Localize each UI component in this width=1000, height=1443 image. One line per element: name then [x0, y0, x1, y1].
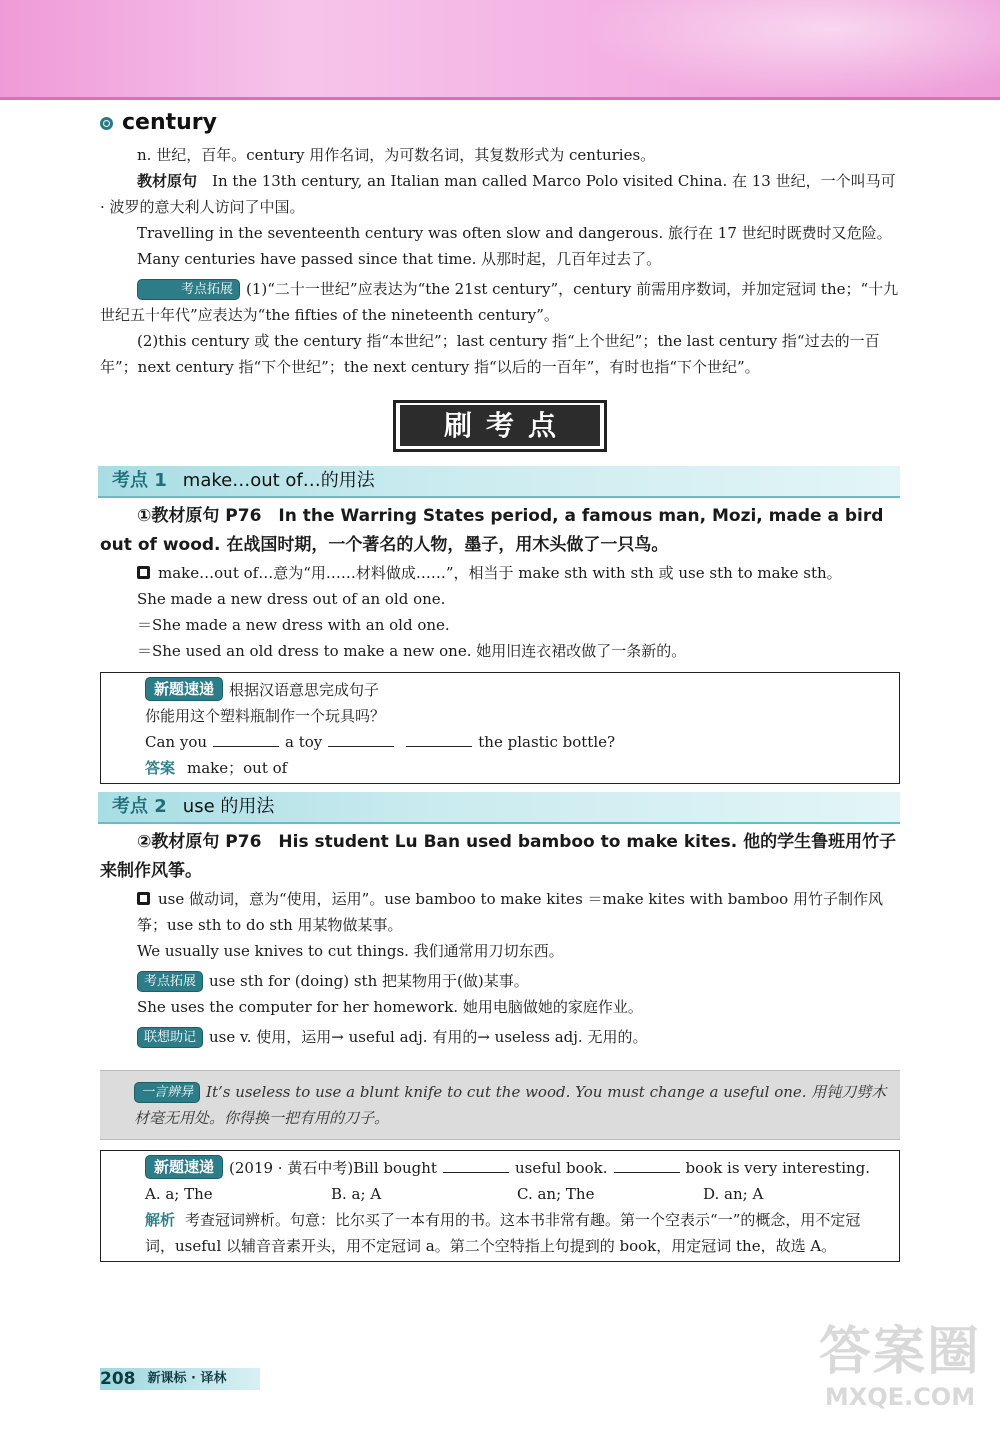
answer-blank[interactable] [328, 730, 394, 747]
q1-part2: a toy [285, 733, 323, 751]
choice-d[interactable]: D. an; A [703, 1185, 764, 1203]
word-expand-1 [100, 276, 900, 328]
answer-blank[interactable] [406, 730, 472, 747]
series-name: 新课标 · 译林 [147, 1371, 227, 1386]
point-2-title: use 的用法 [182, 796, 275, 817]
practice-tag: 新题速递 [145, 677, 223, 701]
page-footer [100, 1368, 260, 1390]
answer-text: make；out of [187, 759, 288, 777]
memory-tag: 联想助记 [137, 1027, 203, 1048]
word-expand-2: (2)this century 或 the century 指“本世纪”；last century 指“上个世纪”；the last century 指“过去的一百年”；next century 指“下个世纪”；the next century 指“以后的一百年”，有时也指“下个世纪”。 [100, 332, 880, 376]
point-1-explain [100, 560, 900, 586]
point-2-example-2: She uses the computer for her homework. 她用电脑做她的家庭作业。 [137, 998, 643, 1016]
analysis-label: 解析 [145, 1211, 176, 1229]
point-1-source: ①教材原句 P76 In the Warring States period, a famous man, Mozi, made a bird out of wood. 在战国时期，一个著名的人物，墨子，用木头做了一只鸟。 [100, 506, 884, 555]
point-2-memory-text: use v. 使用，运用→ useful adj. 有用的→ useless adj. 无用的。 [209, 1028, 648, 1046]
point-1-header [98, 466, 900, 498]
point-2-expand [100, 968, 900, 994]
practice-2-choices [145, 1181, 889, 1207]
choice-b[interactable]: B. a; A [331, 1185, 382, 1203]
practice-2-analysis [101, 1207, 889, 1259]
word-example-2: Many centuries have passed since that time. 从那时起，几百年过去了。 [137, 250, 662, 268]
q1-part3: the plastic bottle? [478, 733, 616, 751]
top-decorative-banner [0, 0, 1000, 100]
square-bullet-icon [137, 566, 150, 579]
word-heading [100, 106, 900, 140]
practice-1-heading [145, 677, 889, 703]
point-2-header [98, 792, 900, 824]
point-1-title: make…out of…的用法 [182, 470, 375, 491]
page-content [100, 106, 900, 1270]
choice-c[interactable]: C. an; The [517, 1185, 595, 1203]
q2-part2: useful book. [514, 1159, 608, 1177]
practice-1-question-cn: 你能用这个塑料瓶制作一个玩具吗？ [145, 707, 386, 725]
practice-1-instruction: 根据汉语意思完成句子 [229, 681, 380, 699]
point-2-explain-text: use 做动词，意为“使用，运用”。use bamboo to make kites ＝make kites with bamboo 用竹子制作风筝；use sth to do sth 用某物做某事。 [137, 890, 883, 934]
point-1-example-3: ＝She used an old dress to make a new one. 她用旧连衣裙改做了一条新的。 [137, 642, 687, 660]
practice-2-question [145, 1155, 889, 1181]
point-2-explain [100, 886, 900, 938]
banner-frame [393, 400, 607, 452]
expand-tag: 考点拓展 [137, 971, 203, 992]
answer-blank[interactable] [614, 1156, 680, 1173]
source-label: 教材原句 [137, 172, 198, 190]
word-example-1: Travelling in the seventeenth century was often slow and dangerous. 旅行在 17 世纪时既费时又危险。 [137, 224, 892, 242]
practice-1-question [145, 729, 889, 755]
note-tag: 一言辨异 [134, 1082, 200, 1103]
note-text: It’s useless to use a blunt knife to cut the wood. You must change a useful one. 用钝刀劈木材毫无用处。你得换一把有用的刀子。 [134, 1083, 887, 1127]
word-definition: n. 世纪，百年。century 用作名词，为可数名词，其复数形式为 centuries。 [137, 146, 656, 164]
expand-1-text: (1)“二十一世纪”应表达为“the 21st century”，century 前需用序数词，并加定冠词 the；“十九世纪五十年代”应表达为“the fifties of the nineteenth century”。 [100, 280, 899, 324]
watermark-logo-text: 答案圈 [818, 1322, 981, 1382]
watermark-url: MXQE.COM [824, 1383, 976, 1411]
point-2-memory [100, 1024, 900, 1050]
point-2-note [100, 1070, 900, 1140]
answer-blank[interactable] [213, 730, 279, 747]
circle-bullet-icon [100, 117, 113, 130]
point-1-number: 考点 1 [112, 470, 167, 491]
point-1-example-2: ＝She made a new dress with an old one. [137, 616, 450, 634]
section-banner [100, 400, 900, 452]
choice-a[interactable]: A. a; The [145, 1185, 213, 1203]
practice-1-answer [145, 755, 889, 781]
q2-part3: book is very interesting. [685, 1159, 871, 1177]
point-2-practice-box [100, 1150, 900, 1262]
point-1-practice-box [100, 672, 900, 784]
q2-part1: (2019 · 黄石中考)Bill bought [229, 1159, 437, 1177]
banner-title: 刷考点 [400, 405, 600, 446]
page-number: 208 [100, 1369, 136, 1389]
expand-tag: 考点拓展 [137, 279, 240, 300]
practice-tag: 新题速递 [145, 1155, 223, 1179]
site-watermark [805, 1322, 995, 1432]
point-2-source: ②教材原句 P76 His student Lu Ban used bamboo to make kites. 他的学生鲁班用竹子来制作风筝。 [100, 832, 897, 881]
point-2-example-1: We usually use knives to cut things. 我们通常用刀切东西。 [137, 942, 564, 960]
word-title: century [122, 110, 217, 135]
answer-blank[interactable] [443, 1156, 509, 1173]
point-1-explain-text: make…out of…意为“用……材料做成……”，相当于 make sth with sth 或 use sth to make sth。 [158, 564, 842, 582]
word-source-sentence [100, 168, 900, 220]
answer-label: 答案 [145, 759, 176, 777]
point-2-number: 考点 2 [112, 796, 167, 817]
point-1-example-1: She made a new dress out of an old one. [137, 590, 446, 608]
square-bullet-icon [137, 892, 150, 905]
analysis-text: 考查冠词辨析。句意：比尔买了一本有用的书。这本书非常有趣。第一个空表示“一”的概念，用不定冠词，useful 以辅音音素开头，用不定冠词 a。第二个空特指上句提到的 book，用定冠词 the，故选 A。 [145, 1211, 861, 1255]
source-text: In the 13th century, an Italian man called Marco Polo visited China. 在 13 世纪，一个叫马可 · 波罗的意大利人访问了中国。 [100, 172, 896, 216]
point-2-expand-text: use sth for (doing) sth 把某物用于(做)某事。 [209, 972, 529, 990]
q1-part1: Can you [145, 733, 208, 751]
banner-highlight [580, 0, 1000, 97]
